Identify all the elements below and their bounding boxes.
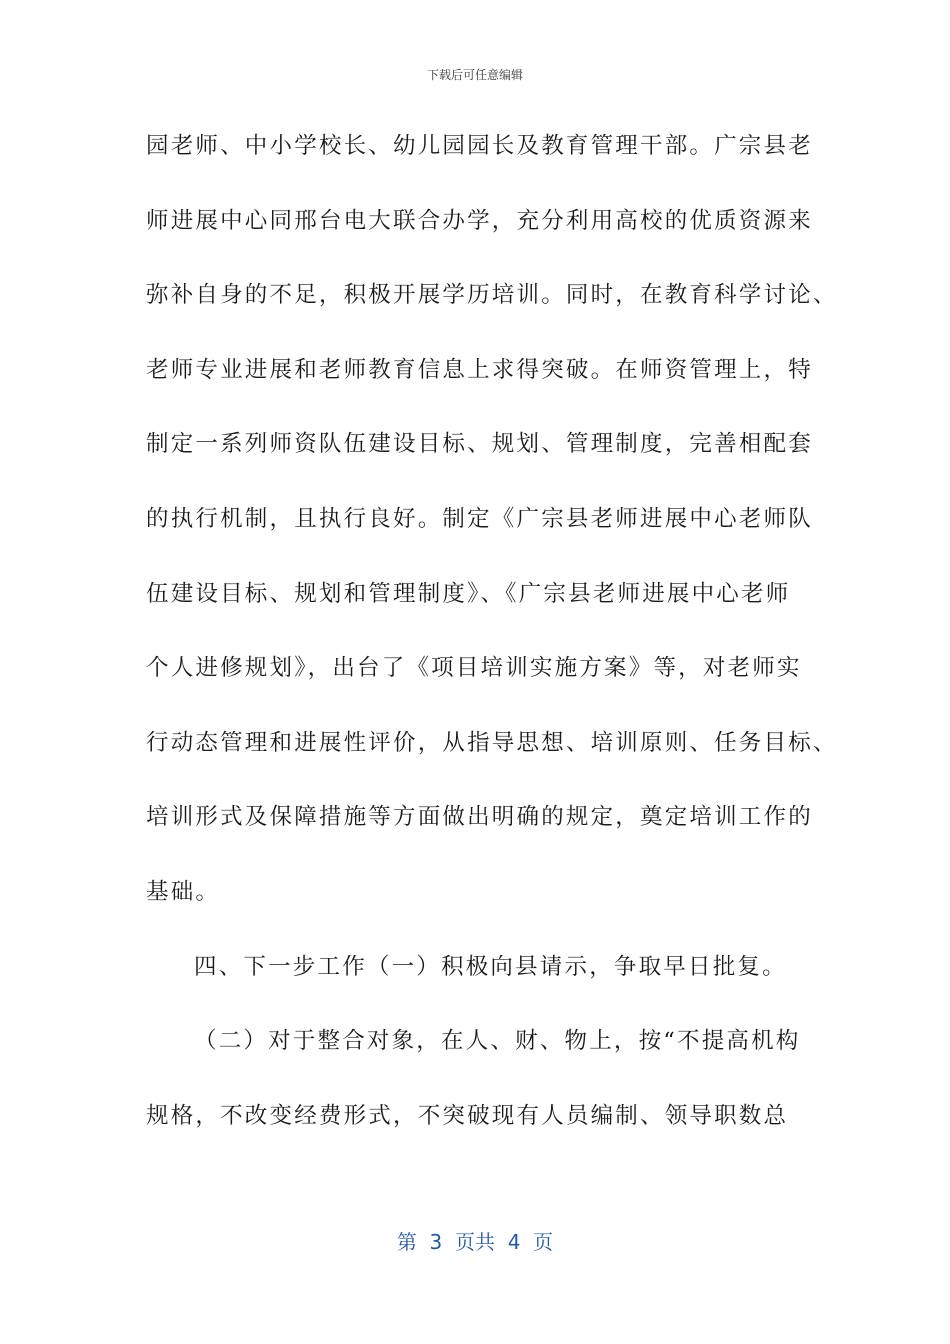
paragraph-line: 个人进修规划》，出台了《项目培训实施方案》等，对老师实 [146,655,802,682]
paragraph-line: （二）对于整合对象，在人、财、物上，按“不提高机构 [194,1028,801,1055]
paragraph-line: 伍建设目标、规划和管理制度》、《广宗县老师进展中心老师 [146,580,791,607]
paragraph-line: 园老师、中小学校长、幼儿园园长及教育管理干部。广宗县老 [146,133,813,159]
paragraph-line: 制定一系列师资队伍建设目标、规划、管理制度，完善相配套 [146,431,813,458]
paragraph-line: 弥补自身的不足，积极开展学历培训。同时，在教育科学讨论、 [146,282,838,309]
section-heading-line: 四、下一步工作（一）积极向县请示，争取早日批复。 [194,953,787,980]
paragraph-line: 行动态管理和进展性评价，从指导思想、培训原则、任务目标、 [146,729,838,756]
paragraph-line: 老师专业进展和老师教育信息上求得突破。在师资管理上，特 [146,356,813,383]
paragraph-line: 的执行机制，且执行良好。制定《广宗县老师进展中心老师队 [146,505,813,532]
page-header-note: 下载后可任意编辑 [426,68,523,82]
paragraph-line: 师进展中心同邢台电大联合办学，充分利用高校的优质资源来 [146,207,813,234]
paragraph-line: 规格，不改变经费形式，不突破现有人员编制、领导职数总 [146,1102,789,1129]
paragraph-line: 培训形式及保障措施等方面做出明确的规定，奠定培训工作的 [146,804,813,831]
paragraph-line: 基础。 [146,878,221,905]
document-body [146,124,838,1168]
page-number-footer: 第 3 页共 4 页 [396,1230,554,1254]
